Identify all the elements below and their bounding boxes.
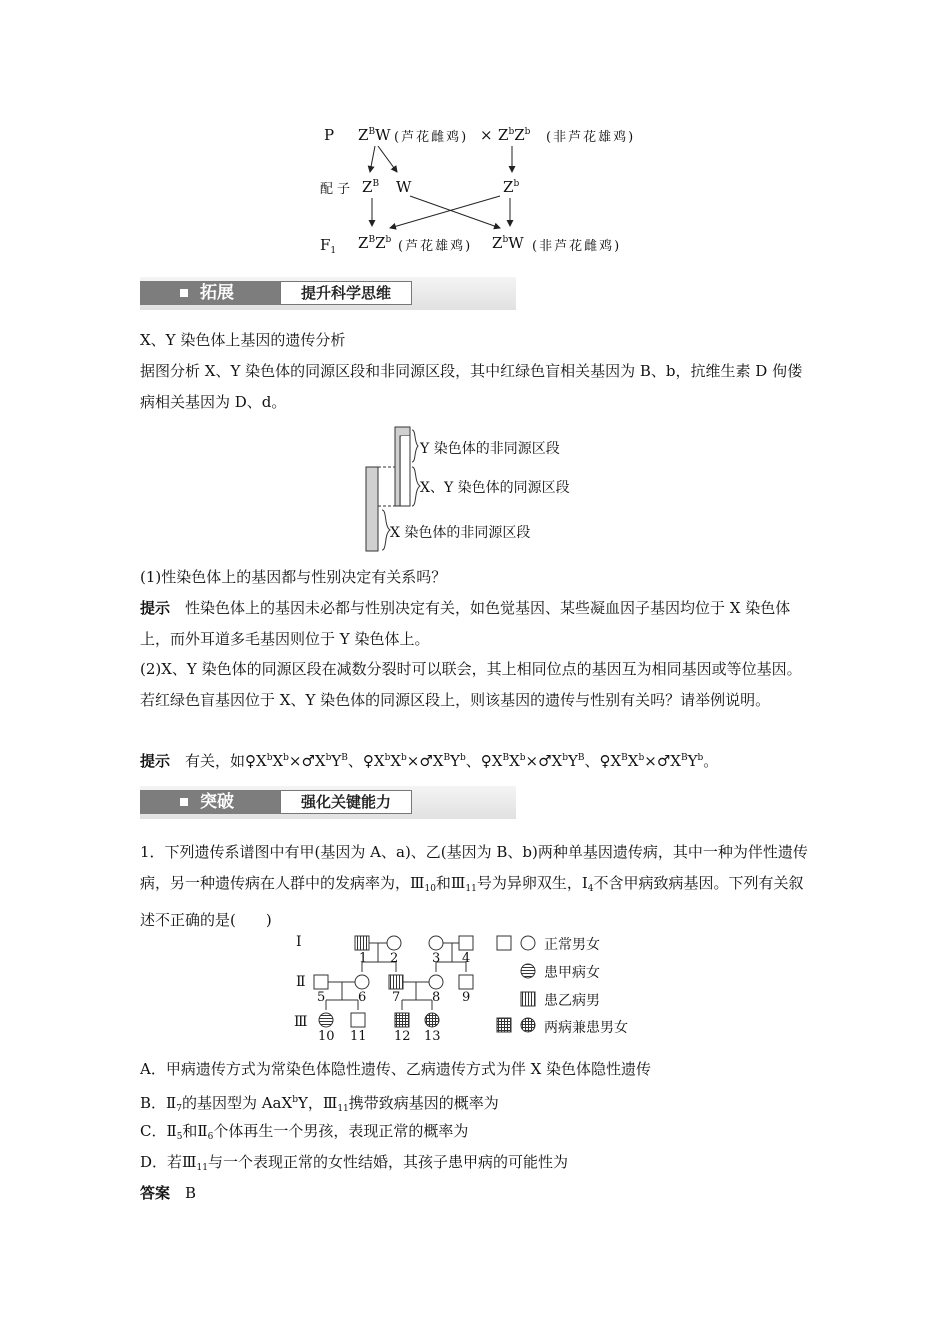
- question-stem: 1．下列遗传系谱图中有甲(基因为 A、a)、乙(基因为 B、b)两种单基因遗传病，其中一种为伴性遗传病，另一种遗传病在人群中的发病率为，$Ⅲ_{10}$和$Ⅲ_{11}$号为异卵双生，$Ⅰ_4$不含甲病致病基因。下列有关叙述不正确的是( ): [140, 843, 808, 929]
- banner-subtitle: 提升科学思维: [280, 281, 412, 305]
- individual-number: 4: [462, 951, 471, 966]
- section-banner-expand: [140, 277, 516, 310]
- intro-paragraph: 据图分析 X、Y 染色体的同源区段和非同源区段，其中红绿色盲相关基因为 B、b，抗维生素 D 佝偻病相关基因为 D、d。: [140, 362, 803, 411]
- individual-number: 9: [462, 990, 471, 1005]
- individual-number: 8: [432, 990, 441, 1005]
- generation-1-label: Ⅰ: [296, 934, 302, 950]
- f1-label: $F_1$: [320, 236, 337, 256]
- banner-tag: 突破: [200, 792, 234, 812]
- option-c: C．$Ⅱ_5$和$Ⅱ_6$个体再生一个男孩，表现正常的概率为: [140, 1122, 469, 1142]
- individual-number: 3: [432, 951, 441, 966]
- offspring-female-genotype: $Z^bW$: [492, 234, 524, 252]
- banner-subtitle: 强化关键能力: [280, 790, 412, 814]
- chromosome-diagram: [360, 422, 620, 557]
- legend-disease-b-male: 患乙病男: [544, 993, 600, 1009]
- individual-number: 12: [394, 1029, 411, 1044]
- label-xy-homologous: X、Y 染色体的同源区段: [420, 480, 570, 496]
- section-title: X、Y 染色体上基因的遗传分析: [140, 331, 346, 349]
- section-banner-break: [140, 786, 516, 819]
- pedigree-chart: [290, 930, 650, 1050]
- cross-symbol: ×: [480, 126, 493, 144]
- offspring-female-phenotype: (非芦花雌鸡): [532, 239, 622, 254]
- parent-label: P: [324, 126, 335, 144]
- individual-number: 5: [317, 990, 326, 1005]
- legend-both-diseases: 两病兼患男女: [544, 1020, 628, 1036]
- answer-2: 提示 有关，如$♀X^bX^b\times♂X^bY^B$、$♀X^bX^b\times♂X^BY^b$、$♀X^BX^b\times♂X^bY^B$、$♀X^BX^b\times♂X^BY^b$。: [140, 752, 719, 770]
- option-b: B．$Ⅱ_7$的基因型为 AaX$^b$Y，$Ⅲ_{11}$携带致病基因的概率为: [140, 1094, 499, 1114]
- hint-label: 提示: [140, 599, 171, 617]
- label-x-nonhomologous: X 染色体的非同源区段: [390, 525, 531, 541]
- question-2: (2)X、Y 染色体的同源区段在减数分裂时可以联会，其上相同位点的基因互为相同基因或等位基因。若红绿色盲基因位于 X、Y 染色体的同源区段上，则该基因的遗传与性别有关吗？请举例说明。: [140, 660, 802, 709]
- female-phenotype: (芦花雌鸡): [394, 130, 469, 145]
- answer-value: B: [185, 1184, 197, 1202]
- option-d: D．若$Ⅲ_{11}$与一个表现正常的女性结婚，其孩子患甲病的可能性为: [140, 1153, 568, 1173]
- offspring-male-genotype: $Z^BZ^b$: [358, 234, 392, 252]
- banner-tag: 拓展: [200, 283, 234, 303]
- label-y-nonhomologous: Y 染色体的非同源区段: [420, 441, 560, 457]
- female-genotype: $Z^BW$: [358, 126, 391, 144]
- generation-2-label: Ⅱ: [296, 974, 306, 990]
- banner-square-icon: [180, 798, 188, 806]
- offspring-male-phenotype: (芦花雄鸡): [398, 239, 473, 254]
- answer-line: [140, 1178, 812, 1209]
- male-genotype: $Z^bZ^b$: [498, 126, 531, 144]
- answer-1: 提示 性染色体上的基因未必都与性别决定有关，如色觉基因、某些凝血因子基因均位于 X 染色体上，而外耳道多毛基因则位于 Y 染色体上。: [140, 599, 791, 648]
- generation-3-label: Ⅲ: [294, 1014, 308, 1030]
- banner-square-icon: [180, 289, 188, 297]
- gamete-zb-female: $Z^B$: [362, 178, 380, 196]
- answer-label: 答案: [140, 1184, 171, 1202]
- gamete-zb-male: $Z^b$: [503, 178, 520, 196]
- cross-diagram: [300, 118, 660, 263]
- legend-normal: 正常男女: [544, 937, 600, 953]
- gamete-label: 配子: [320, 182, 355, 197]
- question-1: (1)性染色体上的基因都与性别决定有关系吗？: [140, 568, 447, 586]
- individual-number: 10: [318, 1029, 335, 1044]
- individual-number: 2: [390, 951, 399, 966]
- legend-disease-a-female: 患甲病女: [544, 965, 600, 981]
- individual-number: 7: [392, 990, 401, 1005]
- option-a: A．甲病遗传方式为常染色体隐性遗传、乙病遗传方式为伴 X 染色体隐性遗传: [140, 1060, 652, 1078]
- individual-number: 6: [358, 990, 367, 1005]
- male-phenotype: (非芦花雄鸡): [546, 130, 636, 145]
- individual-number: 13: [424, 1029, 441, 1044]
- individual-number: 11: [350, 1029, 367, 1044]
- hint-label-2: 提示: [140, 752, 171, 770]
- gamete-w: W: [396, 178, 412, 196]
- individual-number: 1: [359, 951, 368, 966]
